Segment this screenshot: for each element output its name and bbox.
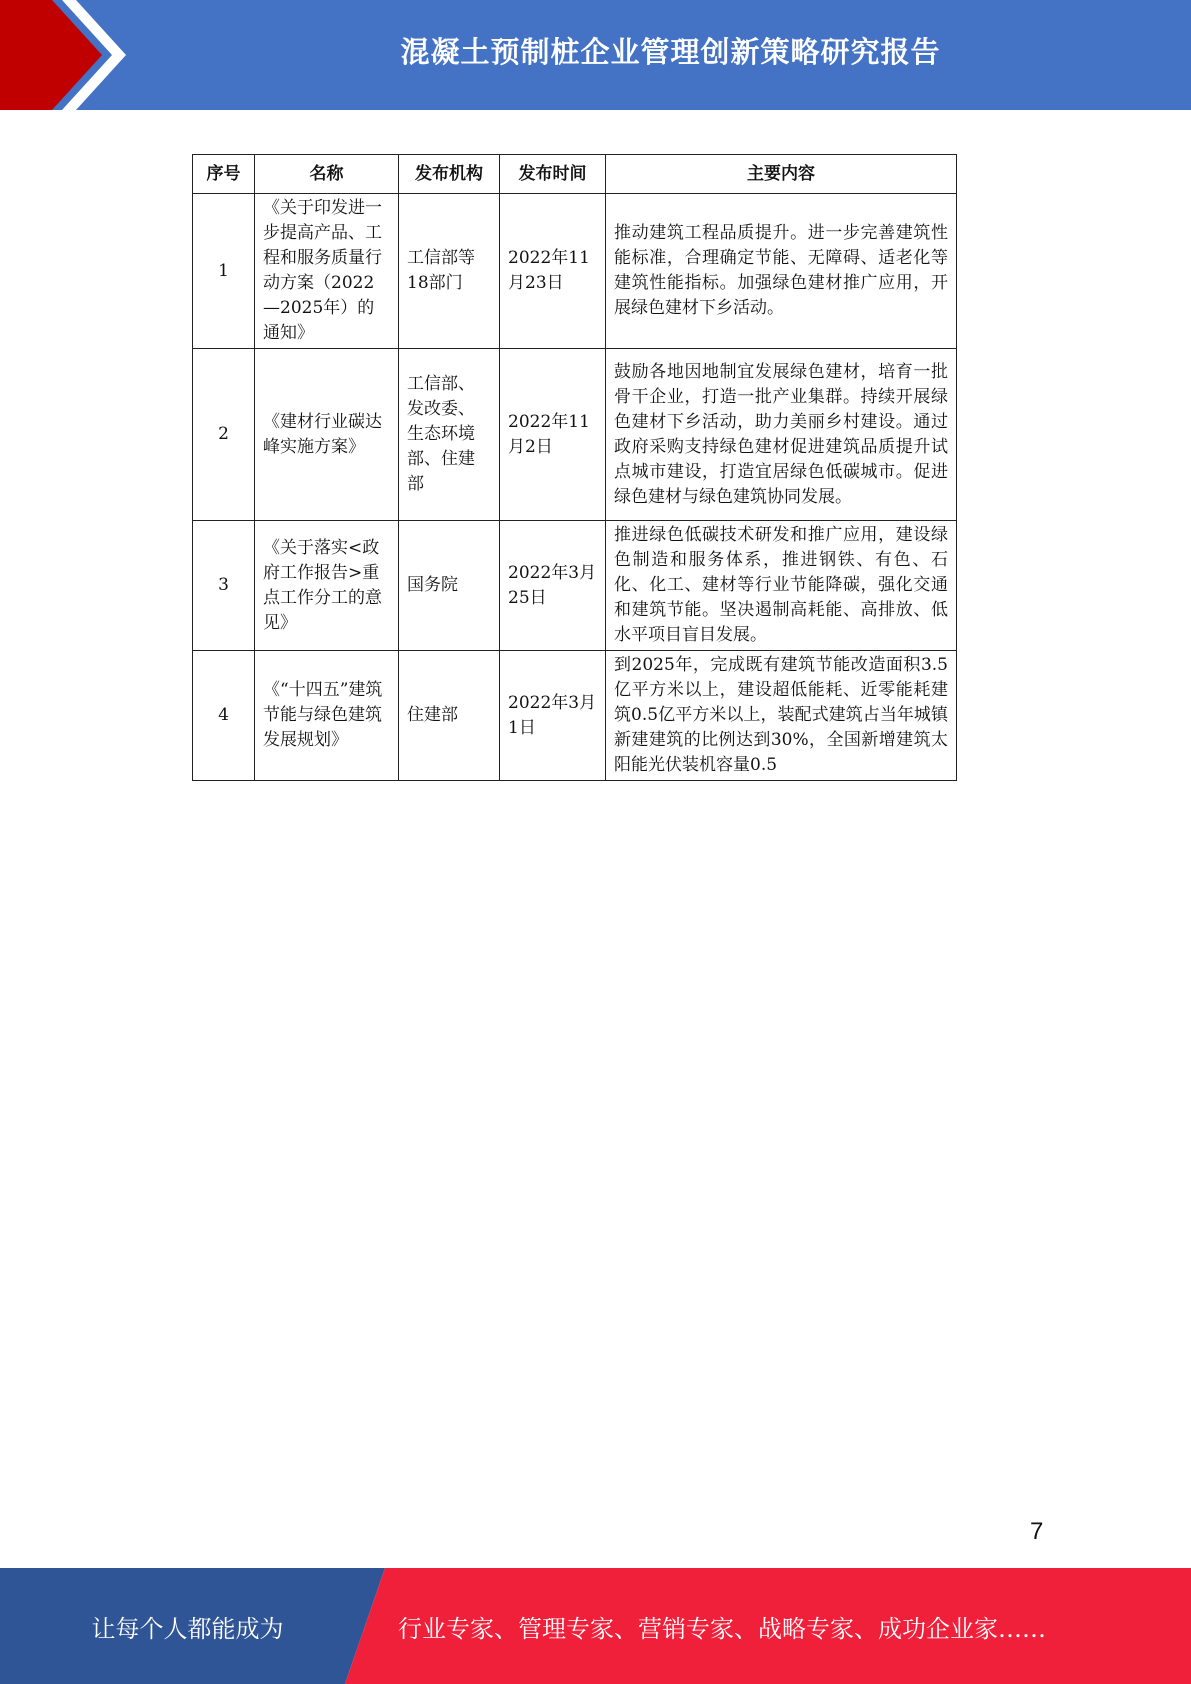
table-row bbox=[193, 651, 957, 781]
cell-content: 鼓励各地因地制宜发展绿色建材，培育一批骨干企业，打造一批产业集群。持续开展绿色建材下乡活动，助力美丽乡村建设。通过政府采购支持绿色建材促进建筑品质提升试点城市建设，打造宜居绿色低碳城市。促进绿色建材与绿色建筑协同发展。 bbox=[606, 349, 957, 521]
column-header-name: 名称 bbox=[255, 155, 399, 194]
cell-date: 2022年11月2日 bbox=[500, 349, 606, 521]
cell-content: 推进绿色低碳技术研发和推广应用，建设绿色制造和服务体系，推进钢铁、有色、石化、化工、建材等行业节能降碳，强化交通和建筑节能。坚决遏制高耗能、高排放、低水平项目盲目发展。 bbox=[606, 521, 957, 651]
column-header-org: 发布机构 bbox=[399, 155, 500, 194]
footer-banner bbox=[0, 1568, 1191, 1684]
cell-name: 《建材行业碳达峰实施方案》 bbox=[255, 349, 399, 521]
header-bar bbox=[0, 0, 1191, 110]
cell-date: 2022年3月25日 bbox=[500, 521, 606, 651]
cell-no: 1 bbox=[193, 194, 255, 349]
cell-org: 工信部、发改委、生态环境部、住建部 bbox=[399, 349, 500, 521]
cell-name: 《关于印发进一步提高产品、工程和服务质量行动方案（2022—2025年）的通知》 bbox=[255, 194, 399, 349]
cell-org: 工信部等18部门 bbox=[399, 194, 500, 349]
page-number: 7 bbox=[1030, 1518, 1044, 1545]
cell-org: 住建部 bbox=[399, 651, 500, 781]
footer-slogan-right: 行业专家、管理专家、营销专家、战略专家、成功企业家…… bbox=[398, 1614, 1046, 1643]
cell-name: 《关于落实<政府工作报告>重点工作分工的意见》 bbox=[255, 521, 399, 651]
cell-org: 国务院 bbox=[399, 521, 500, 651]
cell-content: 到2025年，完成既有建筑节能改造面积3.5亿平方米以上，建设超低能耗、近零能耗建筑0.5亿平方米以上，装配式建筑占当年城镇新建建筑的比例达到30%，全国新增建筑太阳能光伏装机容量0.5 bbox=[606, 651, 957, 781]
table-row bbox=[193, 194, 957, 349]
column-header-date: 发布时间 bbox=[500, 155, 606, 194]
cell-no: 3 bbox=[193, 521, 255, 651]
cell-name: 《“十四五”建筑节能与绿色建筑发展规划》 bbox=[255, 651, 399, 781]
footer-slogan-left: 让每个人都能成为 bbox=[91, 1614, 284, 1643]
column-header-no: 序号 bbox=[193, 155, 255, 194]
column-header-content: 主要内容 bbox=[606, 155, 957, 194]
cell-no: 4 bbox=[193, 651, 255, 781]
table-header-row bbox=[193, 155, 957, 194]
page-title: 混凝土预制桩企业管理创新策略研究报告 bbox=[400, 34, 941, 69]
table-row bbox=[193, 349, 957, 521]
policy-table bbox=[192, 154, 957, 781]
table-row bbox=[193, 521, 957, 651]
cell-date: 2022年3月1日 bbox=[500, 651, 606, 781]
cell-no: 2 bbox=[193, 349, 255, 521]
cell-content: 推动建筑工程品质提升。进一步完善建筑性能标准，合理确定节能、无障碍、适老化等建筑性能指标。加强绿色建材推广应用，开展绿色建材下乡活动。 bbox=[606, 194, 957, 349]
cell-date: 2022年11月23日 bbox=[500, 194, 606, 349]
chevron-arrow-icon bbox=[0, 0, 160, 110]
